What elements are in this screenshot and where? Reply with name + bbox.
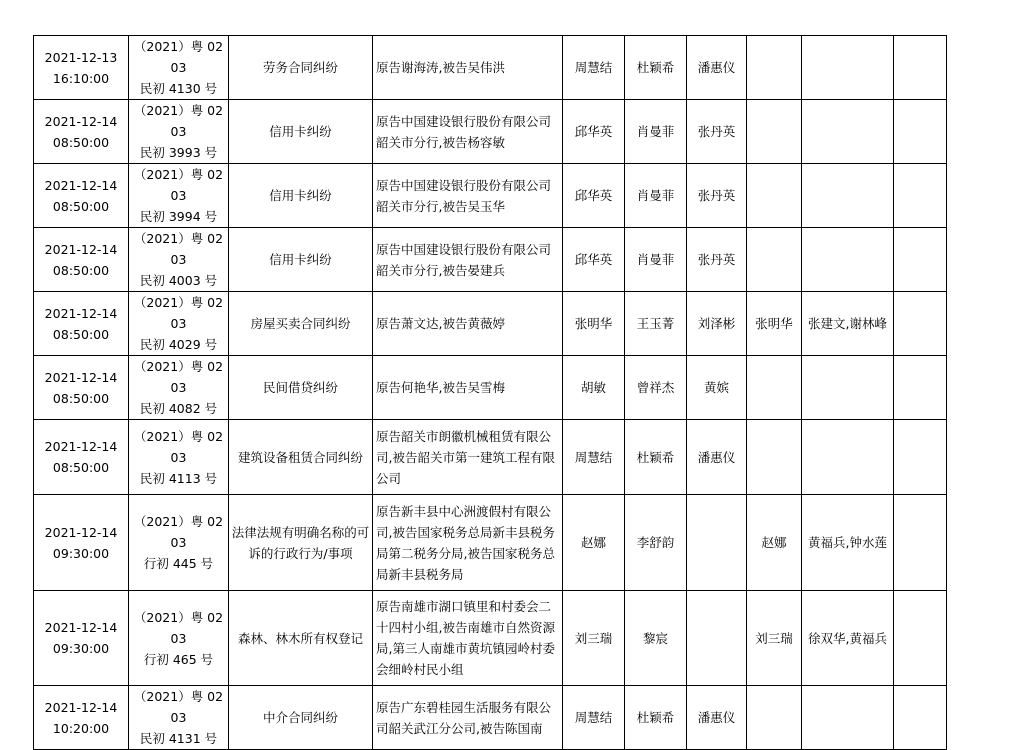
presiding-judge: 周慧结 — [563, 36, 625, 100]
extra-judge — [747, 356, 802, 420]
hearing-time: 2021-12-13 16:10:00 — [34, 36, 129, 100]
extra-members — [802, 164, 894, 228]
extra-members — [802, 356, 894, 420]
judge: 肖曼菲 — [625, 164, 687, 228]
extra-blank — [894, 228, 947, 292]
extra-members — [802, 420, 894, 495]
parties-summary: 原告中国建设银行股份有限公司韶关市分行,被告杨容敏 — [373, 100, 563, 164]
case-cause: 劳务合同纠纷 — [229, 36, 373, 100]
clerk: 潘惠仪 — [687, 36, 747, 100]
hearing-time: 2021-12-14 08:50:00 — [34, 228, 129, 292]
hearing-time: 2021-12-14 08:50:00 — [34, 100, 129, 164]
judge: 肖曼菲 — [625, 100, 687, 164]
extra-judge: 刘三瑞 — [747, 591, 802, 686]
presiding-judge: 邱华英 — [563, 228, 625, 292]
table-row — [34, 164, 947, 228]
extra-judge — [747, 686, 802, 750]
extra-judge — [747, 36, 802, 100]
extra-blank — [894, 591, 947, 686]
judge: 肖曼菲 — [625, 228, 687, 292]
extra-blank — [894, 356, 947, 420]
extra-judge — [747, 164, 802, 228]
case-number: （2021）粤 0203 民初 3993 号 — [129, 100, 229, 164]
judge: 杜颖希 — [625, 686, 687, 750]
clerk: 潘惠仪 — [687, 420, 747, 495]
extra-blank — [894, 420, 947, 495]
clerk: 张丹英 — [687, 164, 747, 228]
case-number: （2021）粤 0203 行初 445 号 — [129, 495, 229, 591]
extra-judge — [747, 100, 802, 164]
case-cause: 中介合同纠纷 — [229, 686, 373, 750]
parties-summary: 原告谢海涛,被告吴伟洪 — [373, 36, 563, 100]
clerk: 刘泽彬 — [687, 292, 747, 356]
case-number: （2021）粤 0203 民初 3994 号 — [129, 164, 229, 228]
table-row — [34, 100, 947, 164]
table-row — [34, 228, 947, 292]
case-number: （2021）粤 0203 民初 4082 号 — [129, 356, 229, 420]
parties-summary: 原告萧文达,被告黄薇婷 — [373, 292, 563, 356]
hearing-time: 2021-12-14 08:50:00 — [34, 164, 129, 228]
parties-summary: 原告南雄市湖口镇里和村委会二十四村小组,被告南雄市自然资源局,第三人南雄市黄坑镇园岭村委会细岭村民小组 — [373, 591, 563, 686]
case-number: （2021）粤 0203 民初 4029 号 — [129, 292, 229, 356]
hearing-time: 2021-12-14 08:50:00 — [34, 356, 129, 420]
case-cause: 森林、林木所有权登记 — [229, 591, 373, 686]
presiding-judge: 胡敏 — [563, 356, 625, 420]
hearing-time: 2021-12-14 08:50:00 — [34, 420, 129, 495]
table-row — [34, 686, 947, 750]
case-cause: 民间借贷纠纷 — [229, 356, 373, 420]
hearing-time: 2021-12-14 10:20:00 — [34, 686, 129, 750]
hearing-time: 2021-12-14 08:50:00 — [34, 292, 129, 356]
parties-summary: 原告中国建设银行股份有限公司韶关市分行,被告吴玉华 — [373, 164, 563, 228]
table-row — [34, 420, 947, 495]
parties-summary: 原告韶关市朗徽机械租赁有限公司,被告韶关市第一建筑工程有限公司 — [373, 420, 563, 495]
case-cause: 房屋买卖合同纠纷 — [229, 292, 373, 356]
case-number: （2021）粤 0203 民初 4131 号 — [129, 686, 229, 750]
judge: 李舒韵 — [625, 495, 687, 591]
extra-blank — [894, 686, 947, 750]
clerk: 张丹英 — [687, 228, 747, 292]
parties-summary: 原告广东碧桂园生活服务有限公司韶关武江分公司,被告陈国南 — [373, 686, 563, 750]
table-row — [34, 36, 947, 100]
presiding-judge: 张明华 — [563, 292, 625, 356]
presiding-judge: 赵娜 — [563, 495, 625, 591]
judge: 曾祥杰 — [625, 356, 687, 420]
clerk — [687, 495, 747, 591]
extra-members — [802, 228, 894, 292]
case-number: （2021）粤 0203 行初 465 号 — [129, 591, 229, 686]
extra-judge — [747, 420, 802, 495]
parties-summary: 原告何艳华,被告吴雪梅 — [373, 356, 563, 420]
clerk — [687, 591, 747, 686]
case-cause: 信用卡纠纷 — [229, 100, 373, 164]
case-cause: 信用卡纠纷 — [229, 164, 373, 228]
extra-members: 张建文,谢林峰 — [802, 292, 894, 356]
table-row — [34, 495, 947, 591]
extra-blank — [894, 292, 947, 356]
judge: 杜颖希 — [625, 36, 687, 100]
parties-summary: 原告中国建设银行股份有限公司韶关市分行,被告晏建兵 — [373, 228, 563, 292]
table-row — [34, 591, 947, 686]
presiding-judge: 周慧结 — [563, 420, 625, 495]
extra-members — [802, 686, 894, 750]
judge: 王玉菁 — [625, 292, 687, 356]
case-number: （2021）粤 0203 民初 4130 号 — [129, 36, 229, 100]
extra-members — [802, 36, 894, 100]
extra-judge: 赵娜 — [747, 495, 802, 591]
extra-members — [802, 100, 894, 164]
hearing-time: 2021-12-14 09:30:00 — [34, 591, 129, 686]
presiding-judge: 刘三瑞 — [563, 591, 625, 686]
extra-blank — [894, 100, 947, 164]
case-number: （2021）粤 0203 民初 4003 号 — [129, 228, 229, 292]
extra-blank — [894, 495, 947, 591]
presiding-judge: 周慧结 — [563, 686, 625, 750]
clerk: 张丹英 — [687, 100, 747, 164]
case-cause: 信用卡纠纷 — [229, 228, 373, 292]
judge: 黎宸 — [625, 591, 687, 686]
case-cause: 法律法规有明确名称的可诉的行政行为/事项 — [229, 495, 373, 591]
extra-judge: 张明华 — [747, 292, 802, 356]
table-row — [34, 292, 947, 356]
presiding-judge: 邱华英 — [563, 164, 625, 228]
extra-judge — [747, 228, 802, 292]
clerk: 黄嫔 — [687, 356, 747, 420]
table-row — [34, 356, 947, 420]
case-cause: 建筑设备租赁合同纠纷 — [229, 420, 373, 495]
hearing-schedule-table — [33, 35, 947, 750]
extra-blank — [894, 164, 947, 228]
extra-blank — [894, 36, 947, 100]
clerk: 潘惠仪 — [687, 686, 747, 750]
case-number: （2021）粤 0203 民初 4113 号 — [129, 420, 229, 495]
presiding-judge: 邱华英 — [563, 100, 625, 164]
parties-summary: 原告新丰县中心洲渡假村有限公司,被告国家税务总局新丰县税务局第二税务分局,被告国家税务总局新丰县税务局 — [373, 495, 563, 591]
judge: 杜颖希 — [625, 420, 687, 495]
extra-members: 徐双华,黄福兵 — [802, 591, 894, 686]
extra-members: 黄福兵,钟水莲 — [802, 495, 894, 591]
hearing-time: 2021-12-14 09:30:00 — [34, 495, 129, 591]
